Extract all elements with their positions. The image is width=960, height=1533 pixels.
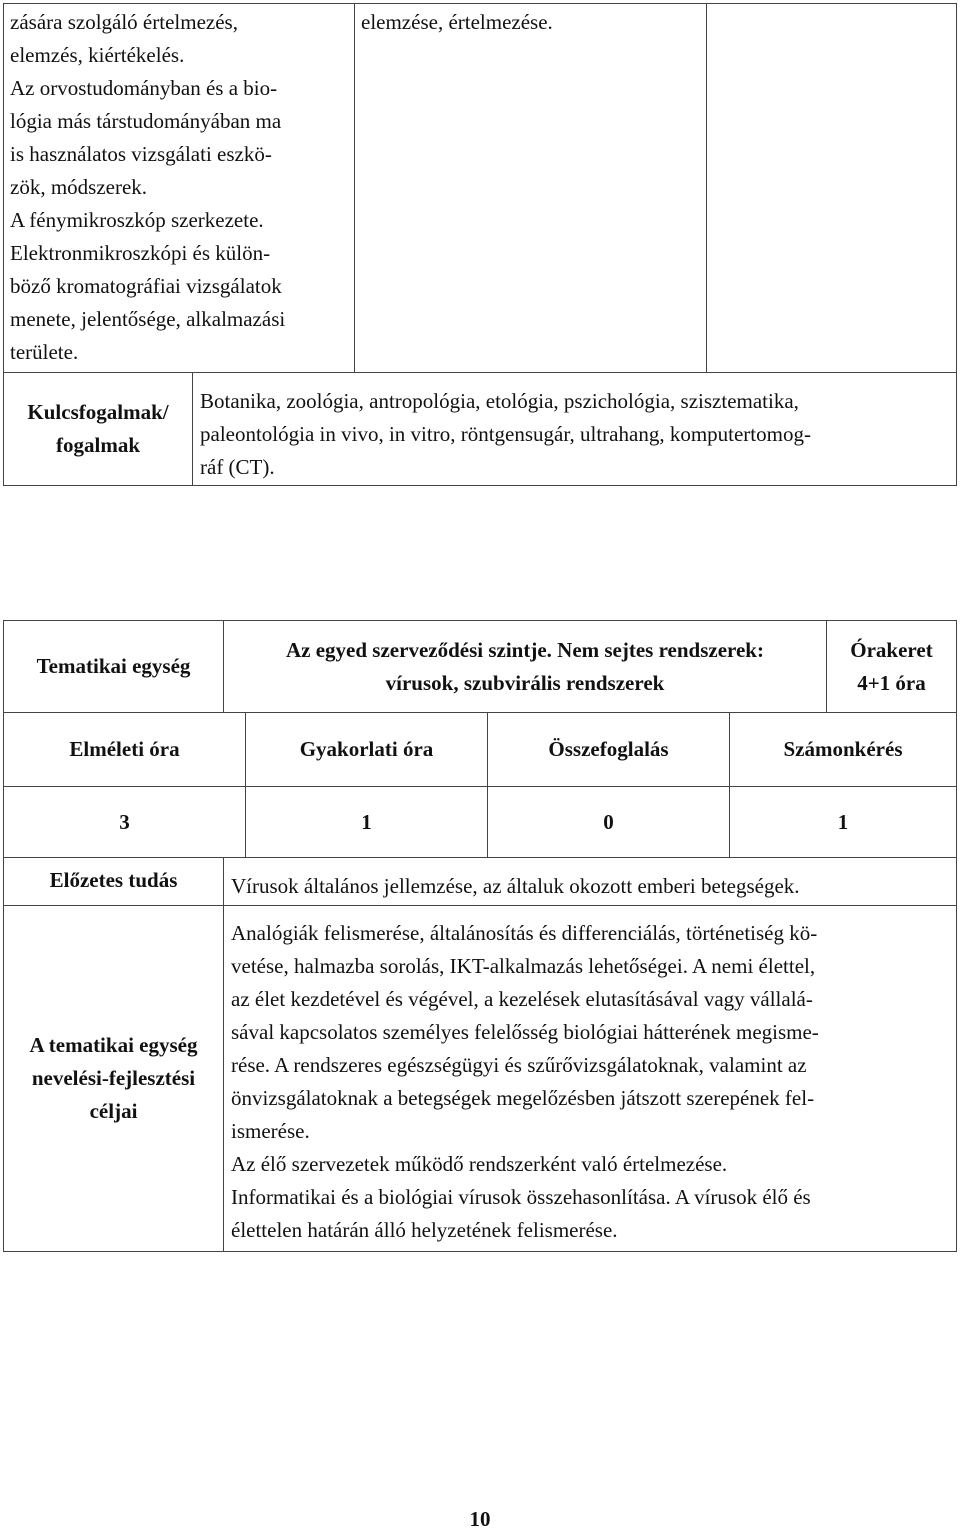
text-line: Informatikai és a biológiai vírusok összehasonlítása. A vírusok élő és xyxy=(231,1185,811,1209)
text-line: önvizsgálatoknak a betegségek megelőzésben játszott szerepének fel- xyxy=(231,1086,815,1110)
text-line: Az orvostudományban és a bio- xyxy=(10,76,278,100)
text-line: ismerése. xyxy=(231,1119,310,1143)
hour-value-cell xyxy=(3,786,246,858)
elozetes-tudas-text: Vírusok általános jellemzése, az általuk okozott emberi betegségek. xyxy=(231,874,800,898)
elozetes-tudas-label-cell xyxy=(3,857,224,906)
celjai-label: nevelési-fejlesztési xyxy=(31,1066,196,1090)
hour-header-cell xyxy=(487,712,730,787)
hour-value: 0 xyxy=(603,809,614,834)
text-line: élettelen határán álló helyzetének felismerése. xyxy=(231,1218,618,1242)
hour-value-cell xyxy=(487,786,730,858)
orakeret-label: Órakeret xyxy=(850,637,933,662)
top-left-cell xyxy=(3,3,355,373)
hour-value-cell xyxy=(245,786,488,858)
hour-value: 1 xyxy=(837,809,849,834)
text-line: Botanika, zoológia, antropológia, etológia, pszichológia, szisztematika, xyxy=(200,389,799,413)
unit-title: Az egyed szerveződési szintje. Nem sejtes rendszerek: xyxy=(286,637,764,662)
kulcsfogalmak-text-cell xyxy=(192,372,957,486)
kulcsfogalmak-label: fogalmak xyxy=(56,433,140,457)
text-line: az élet kezdetével és végével, a kezelések elutasításával vagy vállalá- xyxy=(231,987,813,1011)
text-line: területe. xyxy=(10,340,79,364)
hour-header-cell xyxy=(729,712,957,787)
text-line: zök, módszerek. xyxy=(10,175,148,199)
text-line: is használatos vizsgálati eszkö- xyxy=(10,142,272,166)
top-left-cell-text xyxy=(10,6,285,369)
kulcsfogalmak-label: Kulcsfogalmak/ xyxy=(27,400,169,424)
top-middle-cell-text: elemzése, értelmezése. xyxy=(361,10,553,34)
text-line: vetése, halmazba sorolás, IKT-alkalmazás lehetőségei. A nemi élettel, xyxy=(231,954,816,978)
hour-value: 3 xyxy=(119,809,130,834)
text-line: böző kromatográfiai vizsgálatok xyxy=(10,274,282,298)
celjai-text-cell xyxy=(223,905,957,1252)
tematikai-egyseg-label: Tematikai egység xyxy=(36,654,191,678)
hour-value-cell xyxy=(729,786,957,858)
text-line: zására szolgáló értelmezés, xyxy=(10,10,238,34)
orakeret-value: 4+1 óra xyxy=(857,670,926,695)
text-line: elemzés, kiértékelés. xyxy=(10,43,185,67)
elozetes-tudas-text-cell xyxy=(223,857,957,906)
hour-header-cell xyxy=(3,712,246,787)
hour-header-cell xyxy=(245,712,488,787)
hour-header: Összefoglalás xyxy=(548,737,669,761)
text-line: sával kapcsolatos személyes felelősség biológiai hátterének megisme- xyxy=(231,1020,819,1044)
text-line: menete, jelentősége, alkalmazási xyxy=(10,307,286,331)
kulcsfogalmak-label-cell xyxy=(3,372,193,486)
orakeret-cell xyxy=(826,620,957,713)
hour-header: Gyakorlati óra xyxy=(299,737,434,761)
kulcsfogalmak-text xyxy=(200,385,811,484)
text-line: Az élő szervezetek működő rendszerként való értelmezése. xyxy=(231,1152,728,1176)
top-middle-cell xyxy=(354,3,707,373)
text-line: paleontológia in vivo, in vitro, röntgensugár, ultrahang, komputertomog- xyxy=(200,422,811,446)
celjai-label: céljai xyxy=(89,1099,138,1123)
tematikai-egyseg-label-cell xyxy=(3,620,224,713)
unit-title-cell xyxy=(223,620,827,713)
hour-value: 1 xyxy=(361,809,372,834)
top-right-cell xyxy=(706,3,957,373)
page-number: 10 xyxy=(469,1507,491,1531)
celjai-text xyxy=(231,917,819,1247)
elozetes-tudas-label: Előzetes tudás xyxy=(49,868,178,892)
text-line: ráf (CT). xyxy=(200,455,275,479)
hour-header: Elméleti óra xyxy=(69,737,180,761)
text-line: Elektronmikroszkópi és külön- xyxy=(10,241,271,265)
text-line: lógia más társtudományában ma xyxy=(10,109,282,133)
unit-title: vírusok, szubvirális rendszerek xyxy=(385,670,665,695)
celjai-label: A tematikai egység xyxy=(29,1033,198,1057)
text-line: A fénymikroszkóp szerkezete. xyxy=(10,208,264,232)
celjai-label-cell xyxy=(3,905,224,1252)
hour-header: Számonkérés xyxy=(783,737,903,761)
text-line: rése. A rendszeres egészségügyi és szűrővizsgálatoknak, valamint az xyxy=(231,1053,807,1077)
text-line: Analógiák felismerése, általánosítás és differenciálás, történetiség kö- xyxy=(231,921,818,945)
